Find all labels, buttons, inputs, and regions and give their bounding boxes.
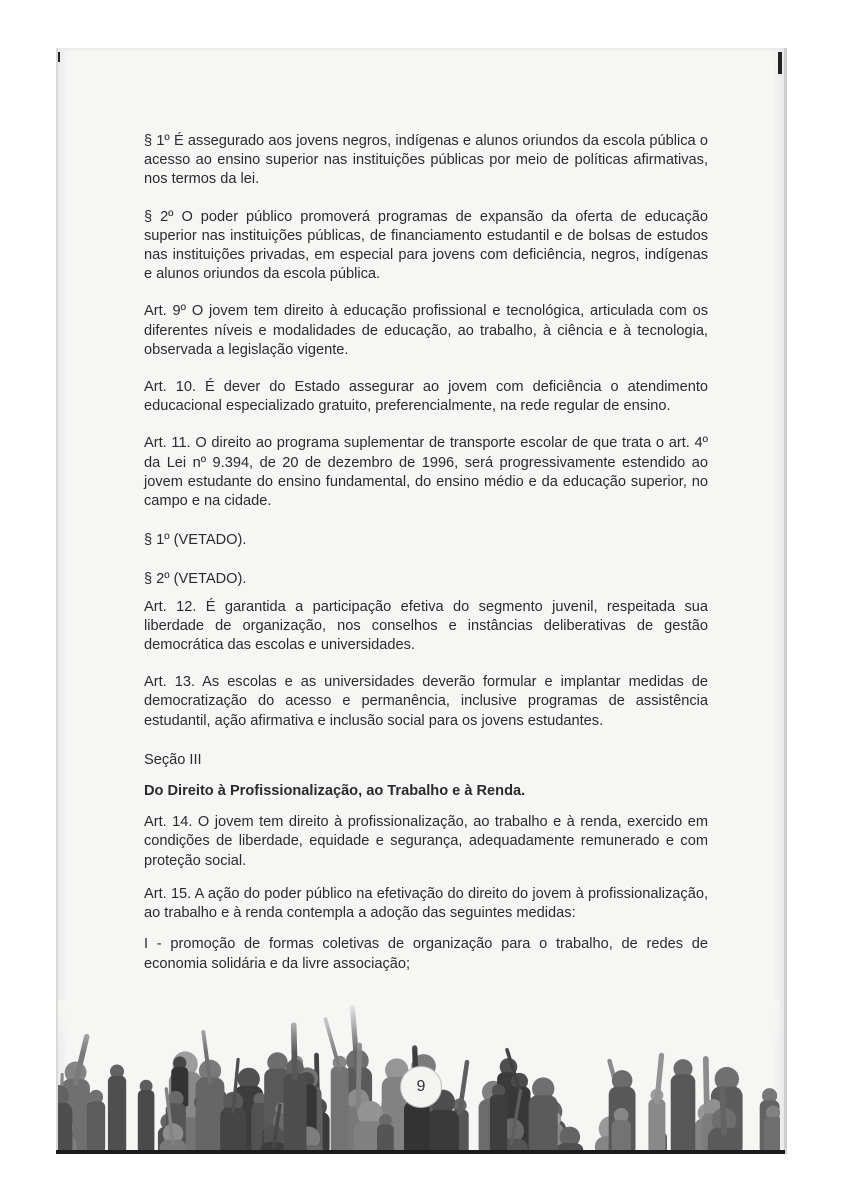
article-11: Art. 11. O direito ao programa suplementar de transporte escolar de que trata o art. 4º da Lei nº 9.394, de 20 de dezembro de 1996, será progressivamente estendido ao jovem estudante do ensino fundamental, do ensino médio e da educação superior, no campo e na cidade. bbox=[144, 435, 708, 510]
paragraph-2: § 2º O poder público promoverá programas de expansão da oferta de educação superior nas instituições públicas, de financiamento estudantil e de bolsas de estudos nas instituições privadas, em especial para jovens com deficiência, negros, indígenas e alunos oriundos da escola pública. bbox=[144, 208, 708, 283]
scan-edge-mark-left bbox=[58, 52, 60, 62]
article-9: Art. 9º O jovem tem direito à educação profissional e tecnológica, articulada com os diferentes níveis e modalidades de educação, ao trabalho, à ciência e à tecnologia, observada a legislação vigente. bbox=[144, 303, 708, 358]
scan-edge-mark-right bbox=[778, 52, 782, 74]
section-title: Do Direito à Profissionalização, ao Trabalho e à Renda. bbox=[144, 783, 526, 800]
page-number: 9 bbox=[400, 1066, 442, 1108]
vetoed-paragraph-2: § 2º (VETADO). bbox=[144, 571, 247, 588]
section-label: Seção III bbox=[144, 751, 202, 768]
article-15: Art. 15. A ação do poder público na efetivação do direito do jovem à profissionalização, ao trabalho e à renda contempla a adoção das seguintes medidas: bbox=[144, 885, 708, 922]
vetoed-paragraph-1: § 1º (VETADO). bbox=[144, 532, 247, 549]
item-i: I - promoção de formas coletivas de organização para o trabalho, de redes de economia solidária e da livre associação; bbox=[144, 936, 708, 972]
article-14: Art. 14. O jovem tem direito à profissionalização, ao trabalho e à renda, exercido em condições de liberdade, equidade e segurança, adequadamente remunerado e com proteção social. bbox=[144, 814, 708, 869]
article-13: Art. 13. As escolas e as universidades deverão formular e implantar medidas de democratização do acesso e permanência, inclusive programas de assistência estudantil, ação afirmativa e inclusão social para os jovens estudantes. bbox=[144, 674, 708, 729]
scan-bottom-edge bbox=[56, 1150, 785, 1154]
page-text bbox=[144, 132, 708, 974]
article-12: Art. 12. É garantida a participação efetiva do segmento juvenil, respeitada sua liberdade de organização, nos conselhos e instâncias deliberativas de gestão democrática das escolas e universidades. bbox=[144, 598, 708, 654]
paragraph-1: § 1º É assegurado aos jovens negros, indígenas e alunos oriundos da escola pública o acesso ao ensino superior nas instituições públicas por meio de políticas afirmativas, nos termos da lei. bbox=[144, 133, 708, 188]
article-10: Art. 10. É dever do Estado assegurar ao jovem com deficiência o atendimento educacional especializado gratuito, preferencialmente, na rede regular de ensino. bbox=[144, 379, 708, 415]
